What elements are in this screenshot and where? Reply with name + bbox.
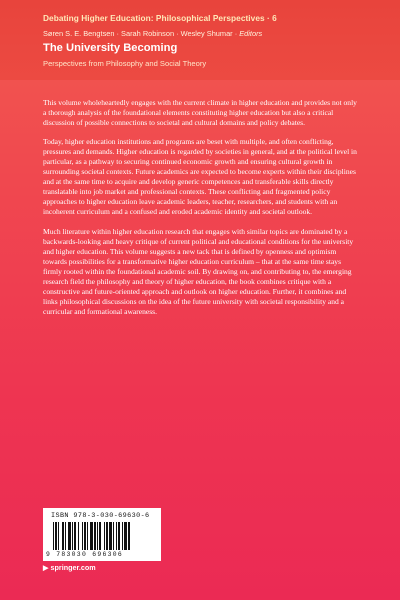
blurb-paragraph: Much literature within higher education research that engages with similar topics are dominated by a backwards-looking and heavy critique of current political and educational conditions for the university and higher education. This volume suggests a new tack that is defined by openness and optimism towards possibilities for a transformative higher education curriculum – that at the same time stays firmly rooted within the foundational academic soil. By drawing on, and contributing to, the emerging research field the philosophy and theory of higher education, the book combines critique with a constructive and future-oriented approach and outlook on higher education. Further, it combines and links philosophical discussions on the idea of the future university with societal responsibility and a curricular and formational awareness. xyxy=(43,226,354,316)
isbn-label: ISBN 978-3-030-69630-6 xyxy=(51,512,150,520)
blurb-paragraph: Today, higher education institutions and programs are beset with multiple, and often conflicting, pressures and demands. Higher education is regarded by societies in general, and at the political level in particular, as a pathway to securing continued economic growth and ensuring cultural growth in surrounding societal contexts. Future academics are expected to become experts within their disciplines and at the same time to acquire and develop generic competences and transferable skills directly translatable into job market and professional contexts. These conflicting and fragmented policy approaches to higher education leave academic leaders, teacher, researchers, and students with an incoherent curriculum and a confused and eroded academic identity and societal outlook. xyxy=(43,137,357,217)
cover-header xyxy=(0,0,400,80)
authors-line: Søren S. E. Bengtsen · Sarah Robinson · Wesley Shumar · Editors xyxy=(43,29,263,38)
authors-names: Søren S. E. Bengtsen · Sarah Robinson · Wesley Shumar xyxy=(43,29,233,38)
publisher-website[interactable]: ▶ springer.com xyxy=(43,563,96,572)
editors-label: Editors xyxy=(239,29,263,38)
blurb-paragraph: This volume wholeheartedly engages with the current climate in higher education and provides not only a thorough analysis of the foundational elements constituting higher education but also a critical discussion of possible connections to societal and cultural domains and policy debates. xyxy=(43,98,357,128)
book-subtitle: Perspectives from Philosophy and Social Theory xyxy=(43,59,207,68)
book-title: The University Becoming xyxy=(43,42,178,54)
barcode-box xyxy=(43,508,161,561)
blurb-text xyxy=(43,98,361,326)
barcode-icon xyxy=(53,522,153,550)
series-title: Debating Higher Education: Philosophical Perspectives · 6 xyxy=(43,13,277,23)
barcode-number: 9 783030 696306 xyxy=(46,551,124,558)
